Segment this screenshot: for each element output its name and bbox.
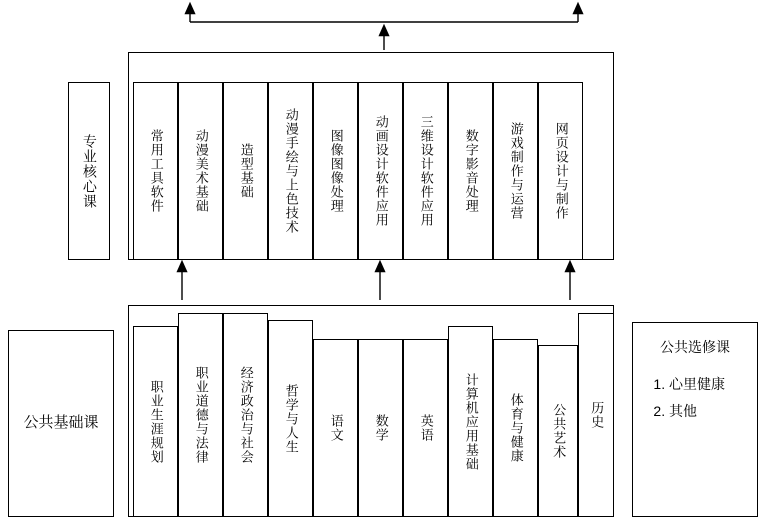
basic-section-label-box (8, 330, 114, 517)
basic-course-column[interactable] (133, 326, 178, 517)
elective-courses-box[interactable] (632, 322, 758, 517)
core-course-label: 网页设计与制作 (553, 122, 569, 220)
basic-course-label: 数学 (373, 414, 389, 442)
core-course-label: 动漫美术基础 (193, 129, 209, 213)
basic-course-column[interactable] (403, 339, 448, 517)
basic-course-label: 经济政治与社会 (238, 366, 254, 464)
core-course-label: 图像图像处理 (328, 129, 344, 213)
core-course-label: 动画设计软件应用 (373, 115, 389, 227)
core-course-label: 数字影音处理 (463, 129, 479, 213)
basic-course-column[interactable] (178, 313, 223, 517)
basic-course-label: 英语 (418, 414, 434, 442)
basic-course-label: 职业道德与法律 (193, 366, 209, 464)
basic-course-column[interactable] (493, 339, 538, 517)
elective-list (643, 371, 747, 424)
core-section-label: 专业核心课 (81, 133, 98, 209)
basic-course-label: 计算机应用基础 (463, 372, 479, 471)
basic-course-label: 公共艺术 (551, 403, 567, 459)
list-item: 2. 其他 (669, 398, 747, 425)
elective-title: 公共选修课 (660, 339, 730, 355)
basic-course-label: 体育与健康 (508, 393, 524, 463)
basic-course-column[interactable] (223, 313, 268, 517)
core-course-column[interactable] (313, 82, 358, 260)
basic-course-label: 语文 (328, 414, 344, 442)
core-course-column[interactable] (403, 82, 448, 260)
core-course-column[interactable] (538, 82, 583, 260)
core-course-label: 常用工具软件 (148, 129, 164, 213)
core-course-column[interactable] (178, 82, 223, 260)
core-course-column[interactable] (268, 82, 313, 260)
basic-course-column[interactable] (268, 320, 313, 517)
basic-course-column[interactable] (313, 339, 358, 517)
core-course-label: 造型基础 (238, 143, 254, 199)
core-course-column[interactable] (133, 82, 178, 260)
basic-course-column[interactable] (448, 326, 493, 517)
basic-section-label: 公共基础课 (23, 414, 99, 432)
core-course-label: 动漫手绘与上色技术 (283, 108, 299, 234)
core-course-column[interactable] (493, 82, 538, 260)
basic-course-column[interactable] (358, 339, 403, 517)
basic-course-column[interactable] (538, 345, 578, 517)
core-section-label-box (68, 82, 110, 260)
basic-course-label: 职业生涯规划 (148, 379, 164, 464)
core-course-label: 游戏制作与运营 (508, 122, 524, 220)
list-item: 1. 心里健康 (669, 371, 747, 398)
core-course-column[interactable] (358, 82, 403, 260)
basic-course-label: 历史 (589, 401, 605, 429)
core-course-column[interactable] (223, 82, 268, 260)
basic-course-column[interactable] (578, 313, 614, 517)
core-course-column[interactable] (448, 82, 493, 260)
basic-course-label: 哲学与人生 (283, 383, 299, 454)
core-course-label: 三维设计软件应用 (418, 115, 434, 227)
